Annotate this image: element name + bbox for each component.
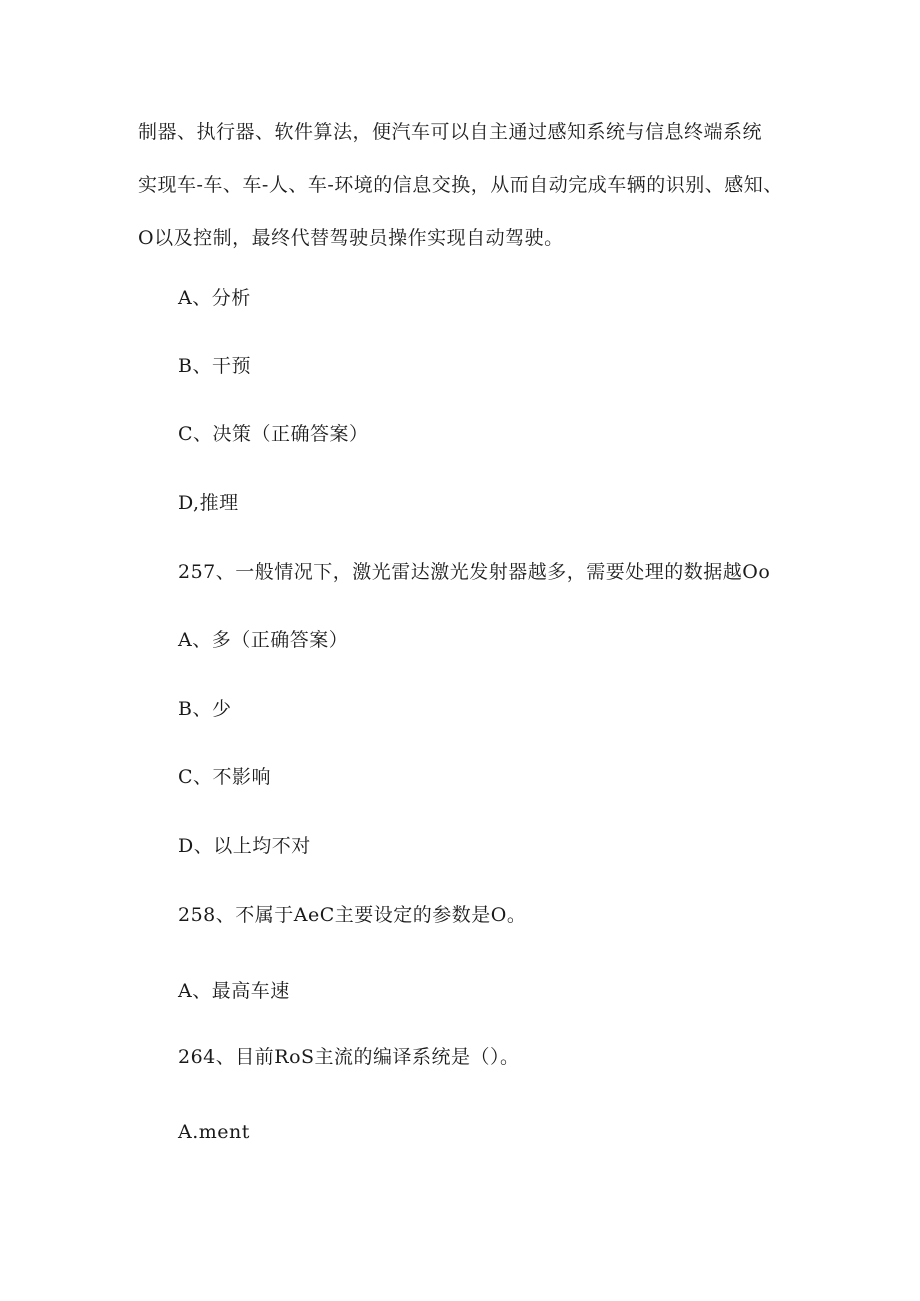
question-258-option-a: A、最高车速 <box>178 980 290 1002</box>
intro-option-a: A、分析 <box>178 287 251 309</box>
question-264-option-a: A.ment <box>178 1121 250 1143</box>
intro-text-line-3: O以及控制，最终代替驾驶员操作实现自动驾驶。 <box>138 227 564 249</box>
intro-option-c: C、决策（正确答案） <box>178 423 369 445</box>
question-257-option-d: D、以上均不对 <box>178 835 311 857</box>
intro-option-b: B、干预 <box>178 355 251 377</box>
intro-text-line-1: 制器、执行器、软件算法，便汽车可以自主通过感知系统与信息终端系统 <box>138 121 763 143</box>
question-257-option-c: C、不影响 <box>178 766 272 788</box>
intro-text-line-2: 实现车-车、车-人、车-环境的信息交换，从而自动完成车辆的识别、感知、 <box>138 174 783 196</box>
question-257-stem: 257、一般情况下，激光雷达激光发射器越多，需要处理的数据越Oo <box>178 561 771 583</box>
question-258-stem: 258、不属于AeC主要设定的参数是O。 <box>178 904 527 926</box>
question-257-option-a: A、多（正确答案） <box>178 629 349 651</box>
question-264-stem: 264、目前RoS主流的编译系统是（）。 <box>178 1046 520 1068</box>
intro-option-d: D,推理 <box>178 492 239 514</box>
question-257-option-b: B、少 <box>178 698 232 720</box>
